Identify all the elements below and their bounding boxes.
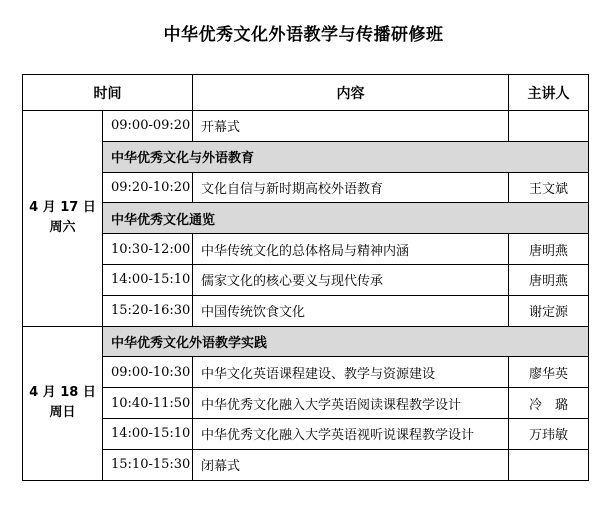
- time-cell: 09:20-10:20: [103, 172, 193, 203]
- content-cell: 闭幕式: [193, 449, 509, 480]
- day-weekday: 周日: [49, 405, 76, 421]
- header-content: 内容: [193, 75, 509, 111]
- speaker-cell: [509, 111, 589, 142]
- table-row: [23, 357, 589, 388]
- table-row: [23, 234, 589, 265]
- section-row: [23, 141, 589, 172]
- time-cell: 15:10-15:30: [103, 449, 193, 480]
- day-date: 4 月 18 日: [29, 385, 96, 401]
- table-row: [23, 449, 589, 480]
- time-cell: 14:00-15:10: [103, 418, 193, 449]
- content-cell: 中华优秀文化融入大学英语视听说课程教学设计: [193, 418, 509, 449]
- section-row: [23, 326, 589, 357]
- content-cell: 文化自信与新时期高校外语教育: [193, 172, 509, 203]
- day-cell: [23, 326, 103, 480]
- time-cell: 09:00-09:20: [103, 111, 193, 142]
- time-cell: 15:20-16:30: [103, 295, 193, 326]
- content-cell: 中国传统饮食文化: [193, 295, 509, 326]
- day-date: 4 月 17 日: [29, 200, 96, 216]
- header-speaker: 主讲人: [509, 75, 589, 111]
- speaker-cell: [509, 449, 589, 480]
- speaker-cell: 王文斌: [509, 172, 589, 203]
- content-cell: 儒家文化的核心要义与现代传承: [193, 264, 509, 295]
- table-row: [23, 418, 589, 449]
- table-header-row: [23, 75, 589, 111]
- time-cell: 14:00-15:10: [103, 264, 193, 295]
- header-time: 时间: [23, 75, 193, 111]
- speaker-cell: 冷 璐: [509, 388, 589, 419]
- time-cell: 10:30-12:00: [103, 234, 193, 265]
- table-row: [23, 264, 589, 295]
- page-title: 中华优秀文化外语教学与传播研修班: [163, 25, 444, 45]
- day-weekday: 周六: [49, 220, 76, 236]
- time-cell: 09:00-10:30: [103, 357, 193, 388]
- section-heading: 中华优秀文化与外语教育: [103, 141, 589, 172]
- section-row: [23, 203, 589, 234]
- content-cell: 中华优秀文化融入大学英语阅读课程教学设计: [193, 388, 509, 419]
- speaker-cell: 万玮敏: [509, 418, 589, 449]
- table-row: [23, 172, 589, 203]
- section-heading: 中华优秀文化通览: [103, 203, 589, 234]
- table-row: [23, 388, 589, 419]
- schedule-table: [22, 74, 589, 481]
- day-cell: [23, 111, 103, 327]
- time-cell: 10:40-11:50: [103, 388, 193, 419]
- table-row: [23, 111, 589, 142]
- content-cell: 中华传统文化的总体格局与精神内涵: [193, 234, 509, 265]
- speaker-cell: 唐明燕: [509, 234, 589, 265]
- section-heading: 中华优秀文化外语教学实践: [103, 326, 589, 357]
- content-cell: 开幕式: [193, 111, 509, 142]
- speaker-cell: 唐明燕: [509, 264, 589, 295]
- content-cell: 中华文化英语课程建设、教学与资源建设: [193, 357, 509, 388]
- table-row: [23, 295, 589, 326]
- speaker-cell: 廖华英: [509, 357, 589, 388]
- speaker-cell: 谢定源: [509, 295, 589, 326]
